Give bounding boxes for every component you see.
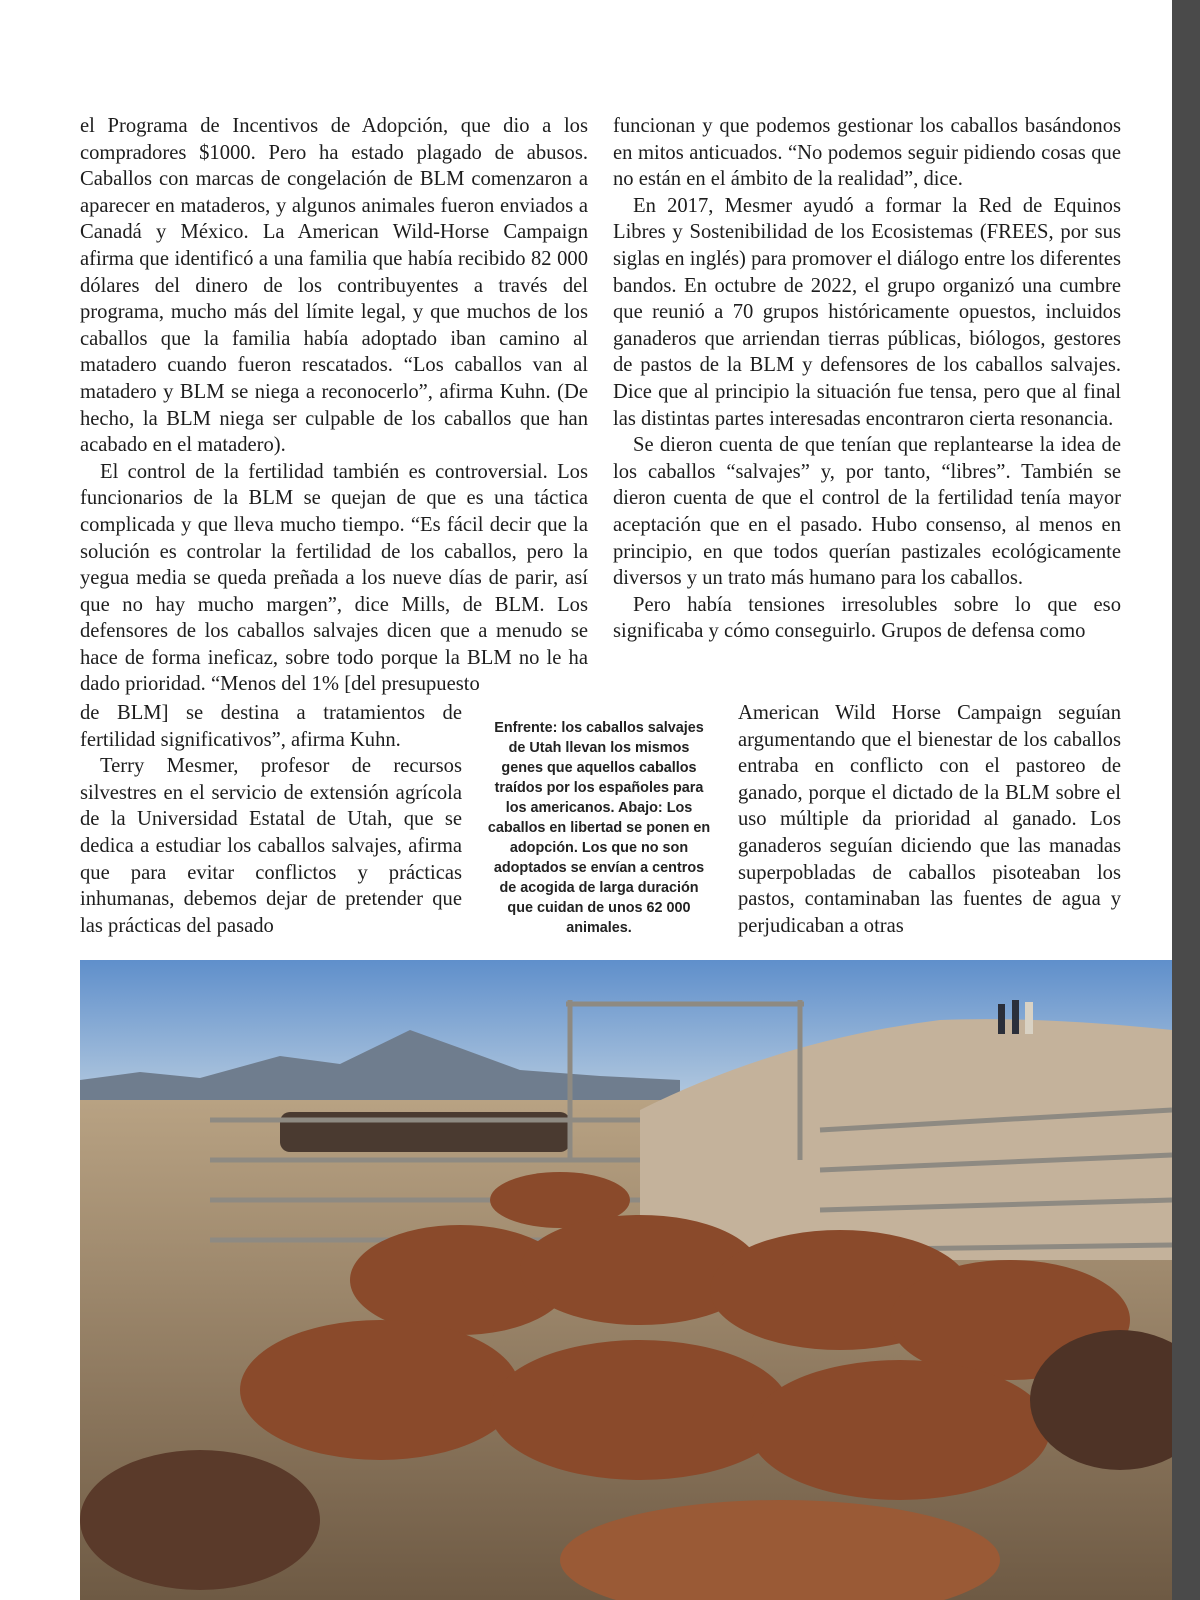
paragraph: de BLM] se destina a tratamientos de fertilidad significativos”, afirma Kuhn. bbox=[80, 702, 462, 751]
article-column-left-bottom bbox=[80, 700, 462, 939]
article-column-right-top bbox=[613, 113, 1121, 645]
paragraph: el Programa de Incentivos de Adopción, que dio a los compradores $1000. Pero ha estado plagado de abusos. Caballos con marcas de congelación de BLM comenzaron a aparecer en mataderos, y algunos animales fueron enviados a Canadá y México. La American Wild-Horse Campaign afirma que identificó a una familia que había recibido 82 000 dólares del dinero de los contribuyentes a través del programa, mucho más del límite legal, y que muchos de los caballos que la familia había adoptado iban camino al matadero cuando fueron rescatados. “Los caballos van al matadero y BLM se niega a reconocerlo”, afirma Kuhn. (De hecho, la BLM niega ser culpable de los caballos que han acabado en el matadero). bbox=[80, 115, 588, 457]
article-column-right-bottom bbox=[738, 700, 1121, 939]
page-edge-bar bbox=[1172, 0, 1200, 1600]
paragraph: En 2017, Mesmer ayudó a formar la Red de Equinos Libres y Sostenibilidad de los Ecosistemas (FREES, por sus siglas en inglés) para promover el diálogo entre los diferentes bandos. En octubre de 2022, el grupo organizó una cumbre que reunió a 70 grupos históricamente opuestos, incluidos ganaderos que arriendan tierras públicas, biólogos, gestores de pastos de la BLM y defensores de los caballos salvajes. Dice que al principio la situación fue tensa, pero que al final las distintas partes interesadas encontraron cierta resonancia. bbox=[613, 194, 1121, 430]
people-on-hill bbox=[998, 1000, 1033, 1034]
paragraph: Terry Mesmer, profesor de recursos silvestres en el servicio de extensión agrícola de la Universidad Estatal de Utah, que se dedica a estudiar los caballos salvajes, afirma que para evitar conflictos y prácticas inhumanas, debemos dejar de pretender que las prácticas del pasado bbox=[80, 755, 462, 937]
paragraph: El control de la fertilidad también es controversial. Los funcionarios de la BLM se quejan de que es una táctica complicada y que lleva mucho tiempo. “Es fácil decir que la solución es controlar la fertilidad de los caballos, pero la yegua media se queda preñada a los nueve días de parir, así que no hay mucho margen”, dice Mills, de BLM. Los defensores de los caballos salvajes dicen que a menudo se hace de forma ineficaz, sobre todo porque la BLM no le ha dado prioridad. “Menos del 1% [del presupuesto bbox=[80, 460, 588, 696]
paragraph: Pero había tensiones irresolubles sobre lo que eso significaba y cómo conseguirlo. Grupos de defensa como bbox=[613, 593, 1121, 643]
article-column-left-top bbox=[80, 113, 588, 698]
horses-corral-photo bbox=[80, 960, 1172, 1600]
paragraph: Se dieron cuenta de que tenían que replantearse la idea de los caballos “salvajes” y, por tanto, “libres”. También se dieron cuenta de que el control de la fertilidad tenía mayor aceptación que en el pasado. Hubo consenso, al menos en principio, en que todos querían pastizales ecológicamente diversos y un trato más humano para los caballos. bbox=[613, 434, 1121, 590]
paragraph: funcionan y que podemos gestionar los caballos basándonos en mitos anticuados. “No podemos seguir pidiendo cosas que no están en el ámbito de la realidad”, dice. bbox=[613, 115, 1121, 191]
paragraph: American Wild Horse Campaign seguían argumentando que el bienestar de los caballos entraba en conflicto con el pastoreo de ganado, porque el dictado de la BLM sobre el uso múltiple da prioridad al ganado. Los ganaderos seguían diciendo que las manadas superpobladas de caballos pisoteaban los pastos, contaminaban las fuentes de agua y perjudicaban a otras bbox=[738, 702, 1121, 937]
photo-caption: Enfrente: los caballos salvajes de Utah llevan los mismos genes que aquellos caballos traídos por los españoles para los americanos. Abajo: Los caballos en libertad se ponen en adopción. Los que no son adoptados se envían a centros de acogida de larga duración que cuidan de unos 62 000 animales. bbox=[487, 720, 711, 936]
